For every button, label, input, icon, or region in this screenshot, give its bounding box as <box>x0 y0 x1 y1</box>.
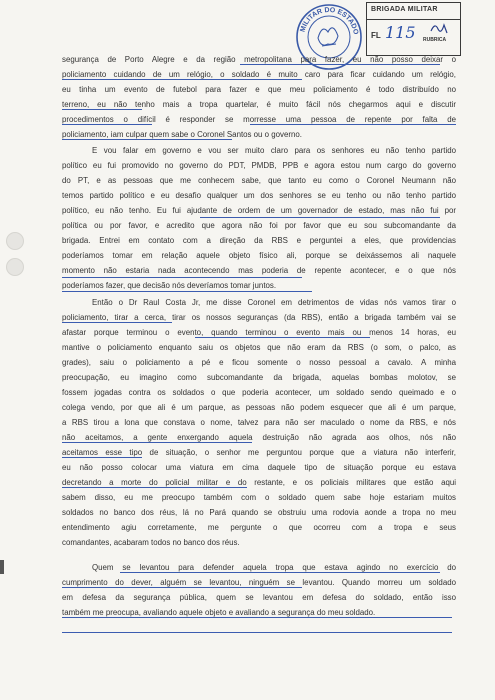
text-line: brigada. Entrei em contato com a direção da RBS e perguntei a eles, que providencias <box>62 236 456 245</box>
seal-text: MILITAR DO ESTADO <box>299 6 359 36</box>
text-line: também me preocupa, avaliando aquele objeto e avaliando a segurança do meu soldado. <box>62 608 376 617</box>
underline <box>240 64 440 65</box>
paragraph-3 <box>62 295 456 550</box>
paragraph-2 <box>62 143 456 293</box>
underline <box>62 632 452 633</box>
text-line: E vou falar em governo e vou ser muito claro para os senhores eu não tenho partido <box>92 146 456 155</box>
text-line: sabem disso, eu me preocupo também com o soldado quem sabe hoje estariam muitos <box>62 493 456 502</box>
folio-stamp <box>366 2 461 56</box>
text-line: entendimento agiu corretamente, me pergunte o que ocorreu com a tropa e seus <box>62 523 456 532</box>
text-line: procedimentos o difícil é responder se morresse uma pessoa de repente por falta de <box>62 115 456 124</box>
underline <box>62 79 302 80</box>
underline <box>62 109 142 110</box>
underline <box>62 139 232 140</box>
punch-hole-top <box>6 232 24 250</box>
text-line: em defesa da segurança pública, quem se levantou em defesa do soldado, então isso <box>62 593 456 602</box>
text-line: não aceitamos, a gente enxergando aquela destruição não agrada aos olhos, nós não <box>62 433 456 442</box>
underline <box>62 617 452 618</box>
underline <box>62 587 302 588</box>
underline <box>195 337 370 338</box>
underline <box>62 457 142 458</box>
text-line: policiamento, iam culpar quem sabe o Coronel Santos ou o governo. <box>62 130 302 139</box>
underline <box>62 442 252 443</box>
underline <box>120 572 440 573</box>
stamp-folio-number: 115 <box>385 23 416 42</box>
underline <box>62 487 247 488</box>
text-line: fossem jogadas contra os soldados o que poderia acontecer, um soldado sendo queimado e o <box>62 388 456 397</box>
stamp-divider <box>367 19 460 20</box>
text-line: colega vendo, por que ali é um parque, as pessoas não podem esquecer que ali é um parque, <box>62 403 456 412</box>
paragraph-4 <box>62 560 456 620</box>
text-line: eu não posso colocar uma viatura em cima daquele tipo de situação porque eu estava <box>62 463 456 472</box>
text-line: do PT, e as pessoas que me conhecem sabe, que tanto eu como o Coronel Neumann não <box>62 176 456 185</box>
text-line: a RBS tirou a lona que constava o nome, talvez para não ser maculado o nome da RBS, e nós <box>62 418 456 427</box>
stamp-fl-label: FL <box>371 31 381 40</box>
text-line: afastar porque terminou o evento, quando terminou o evento mais ou menos 14 horas, eu <box>62 328 456 337</box>
underline <box>62 277 302 278</box>
underline <box>62 124 152 125</box>
text-line: aceitamos esse tipo de situação, o senhor me perguntou porque que a viatura não interferir, <box>62 448 456 457</box>
text-line: comandantes, acabaram todos no banco dos réus. <box>62 538 240 547</box>
stamp-title: BRIGADA MILITAR <box>371 6 438 13</box>
text-line: policiamento, tirar a cerca, tirar os nossos seguranças (da RBS), então a brigada também vai se <box>62 313 456 322</box>
underline <box>62 291 312 292</box>
text-line: momento não estaria nada acontecendo mas poderia de repente acontecer, e o que nós <box>62 266 456 275</box>
text-line: poderíamos fazer, que decisão nós deveríamos tomar juntos. <box>62 281 277 290</box>
underline <box>250 124 456 125</box>
text-line: mantive o policiamento enquanto saiu os objetos que não eram da RBS (o som, o palco, as <box>62 343 456 352</box>
text-line: temos partido político e eu desafio qualquer um dos senhores se eu tenho ou não tenho partido <box>62 191 456 200</box>
text-line: preocupação, eu imagino como subcomandante da brigada, aquelas bombas molotov, se <box>62 373 456 382</box>
edge-mark <box>0 560 4 574</box>
initials-signature <box>429 21 451 35</box>
text-line: decretando a morte do policial militar e do restante, e os policiais militares que estão aqui <box>62 478 456 487</box>
text-line: poderíamos tomar em relação aquele objeto físico ali, porque se deixássemos ali naquele <box>62 251 456 260</box>
text-line: político, eu não tenho. Eu fui ajudante de ordem de um governador de estado, mas não fui por <box>62 206 456 215</box>
text-line: cumprimento do dever, alguém se levantou, ninguém se levantou. Quando morreu um soldado <box>62 578 456 587</box>
text-line: grades), saiu o policiamento a pé e ficou somente o nosso pessoal a cavalo. A minha <box>62 358 456 367</box>
text-line: político eu fui promovido no governo do PDT, PMDB, PPB e agora estou num cargo do governo <box>62 161 456 170</box>
text-line: policiamento cuidando de um relógio, o soldado é muito caro para ficar cuidando um relógio, <box>62 70 456 79</box>
text-line: Então o Dr Raul Costa Jr, me disse Coronel em detrimentos de vidas nós vamos tirar o <box>92 298 456 307</box>
punch-hole-bottom <box>6 258 24 276</box>
text-line: Quem se levantou para defender aquela tropa que estava agindo no exercício do <box>92 563 456 572</box>
underline <box>200 217 440 218</box>
underline <box>62 322 172 323</box>
text-line: soldados no banco dos réus, lá no Pará quando se obstruiu uma rodovia aonde a tropa no meu <box>62 508 456 517</box>
text-line: segurança de Porto Alegre e da região metropolitana para fazer, eu não posso deixar o <box>62 55 456 64</box>
paragraph-1 <box>62 52 456 142</box>
text-line: eu tinha um evento de futebol para fazer e que meu policiamento é todo distribuído no <box>62 85 456 94</box>
text-line: terreno, eu não tenho mais a tropa quartelar, é muito fácil nós chegarmos aqui e discutir <box>62 100 456 109</box>
stamp-rubrica-label: RUBRICA <box>423 37 447 43</box>
text-line: política ou por favor, e acredito que agora não foi por favor que eu sou subcomandante da <box>62 221 456 230</box>
